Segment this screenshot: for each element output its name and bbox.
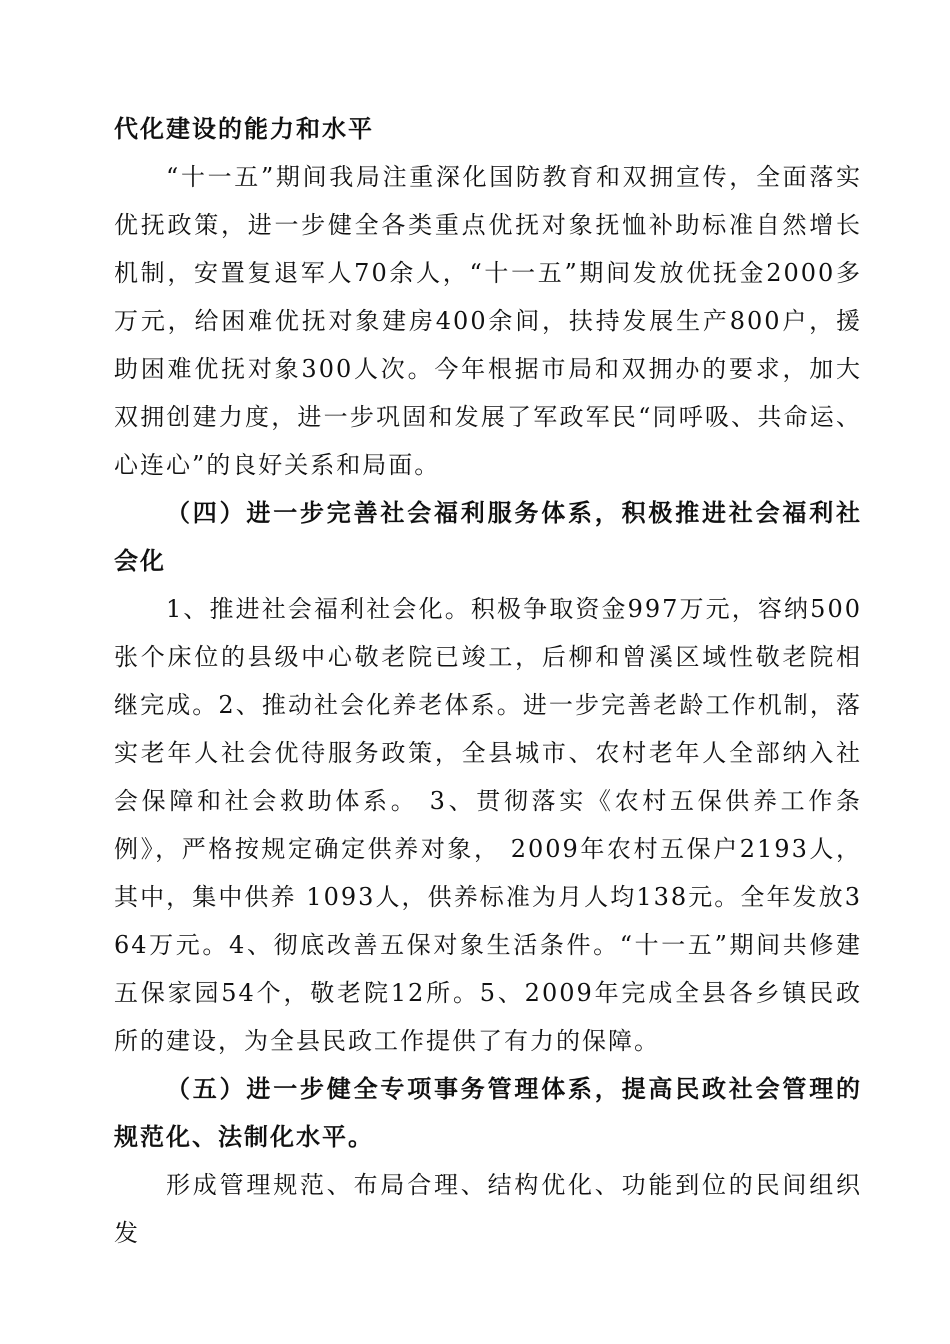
- paragraph-social-welfare: 1、推进社会福利社会化。积极争取资金997万元，容纳500张个床位的县级中心敬老院已竣工，后柳和曾溪区域性敬老院相继完成。2、推动社会化养老体系。进一步完善老龄工作机制，落实老年人社会优待服务政策，全县城市、农村老年人全部纳入社会保障和社会救助体系。 3、贯彻落实《农村五保供养工作条例》，严格按规定确定供养对象， 2009年农村五保户2193人，其中，集中供养 1093人，供养标准为月人均138元。全年发放364万元。4、彻底改善五保对象生活条件。“十一五”期间共修建五保家园54个，敬老院12所。5、2009年完成全县各乡镇民政所的建设，为全县民政工作提供了有力的保障。: [114, 595, 862, 1055]
- document-body: [114, 105, 862, 1257]
- section-heading-four: （四）进一步完善社会福利服务体系，积极推进社会福利社会化: [114, 499, 862, 575]
- paragraph-heading-continuation: 代化建设的能力和水平: [114, 115, 374, 143]
- paragraph-civil-organizations: 形成管理规范、布局合理、结构优化、功能到位的民间组织发: [114, 1171, 862, 1247]
- paragraph-preferential-care: “十一五”期间我局注重深化国防教育和双拥宣传，全面落实优抚政策，进一步健全各类重点优抚对象抚恤补助标准自然增长机制，安置复退军人70余人，“十一五”期间发放优抚金2000多万元，给困难优抚对象建房400余间，扶持发展生产800户，援助困难优抚对象300人次。今年根据市局和双拥办的要求，加大双拥创建力度，进一步巩固和发展了军政军民“同呼吸、共命运、心连心”的良好关系和局面。: [114, 163, 862, 479]
- section-heading-five: （五）进一步健全专项事务管理体系，提高民政社会管理的规范化、法制化水平。: [114, 1075, 862, 1151]
